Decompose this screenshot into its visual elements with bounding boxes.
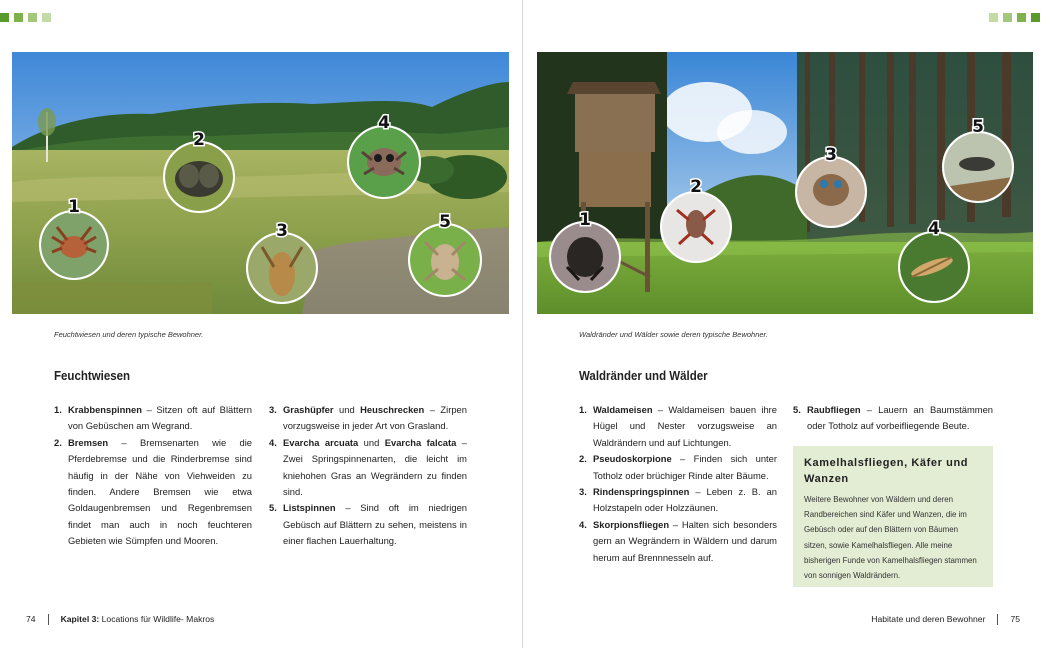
forest-edge-photo <box>537 52 1033 314</box>
footer-separator <box>48 614 49 625</box>
badge-bark-jumping-spider <box>796 157 866 227</box>
list-item <box>54 402 252 435</box>
list-term: Krabbenspinnen <box>68 404 142 415</box>
square-marker <box>1003 13 1012 22</box>
list-item <box>579 451 777 484</box>
square-marker <box>14 13 23 22</box>
list-term: Waldameisen <box>593 404 653 415</box>
list-term: Evarcha falcata <box>384 436 457 448</box>
list-term: Raubfliegen <box>807 404 861 415</box>
photo-caption: Feuchtwiesen und deren typische Bewohner. <box>54 330 204 339</box>
list-number: 3. <box>579 486 587 498</box>
corner-squares-left <box>0 13 51 22</box>
page-footer-right <box>871 614 1020 625</box>
badge-horsefly <box>164 142 234 212</box>
chapter-label: Kapitel 3: <box>60 614 100 624</box>
badge-crab-spider <box>40 211 108 279</box>
list-text: – Waldameisen bauen ihre Hügel und Nester vorzugsweise an Waldrändern und auf Lichtungen. <box>593 404 777 448</box>
list-number: 4. <box>579 518 587 530</box>
page-number: 74 <box>26 614 36 624</box>
square-marker <box>0 13 9 22</box>
badge-number: 5 <box>972 117 984 137</box>
info-box <box>793 446 993 587</box>
meadow-photo <box>12 52 509 314</box>
list-item <box>269 402 467 435</box>
badge-number: 1 <box>68 197 80 217</box>
badge-number: 3 <box>276 221 288 241</box>
square-marker <box>1017 13 1026 22</box>
square-marker <box>1031 13 1040 22</box>
text-column-1 <box>54 402 252 550</box>
badge-grasshopper <box>247 233 317 303</box>
text-column-2 <box>269 402 467 550</box>
badge-scorpionfly <box>899 232 969 302</box>
list-item <box>54 435 252 550</box>
badge-nursery-web-spider <box>409 224 481 296</box>
list-item <box>579 402 777 451</box>
square-marker <box>28 13 37 22</box>
list-number: 2. <box>54 436 62 448</box>
badge-robber-fly <box>943 132 1013 202</box>
list-number: 1. <box>54 404 62 415</box>
badge-pseudoscorpion <box>661 192 731 262</box>
list-text: – Finden sich unter Totholz oder brüchiger Rinde alter Bäume. <box>593 453 777 481</box>
info-box-title: Kamelhalsfliegen, Käfer und Wanzen <box>804 457 969 485</box>
badge-jumping-spider <box>348 126 420 198</box>
page-footer-left <box>26 614 214 625</box>
square-marker <box>989 13 998 22</box>
list-term: Evarcha arcuata <box>283 436 359 448</box>
list-text: – Zwei Springspinnenarten, die leicht im kniehohen Gras an Wegrändern zu finden sind. <box>283 436 467 498</box>
photo-caption: Waldränder und Wälder sowie deren typische Bewohner. <box>579 330 768 339</box>
list-item <box>579 517 777 566</box>
list-term: Grashüpfer <box>283 404 334 415</box>
badge-number: 1 <box>579 210 591 230</box>
square-marker <box>42 13 51 22</box>
list-term: Rindenspringspinnen <box>593 486 690 498</box>
list-text: und <box>333 404 361 415</box>
list-text: – Sitzen oft auf Blättern von Gebüschen am Wegrand. <box>68 404 252 432</box>
list-term: Bremsen <box>68 436 109 448</box>
list-term: Pseudoskorpione <box>593 453 672 465</box>
section-title: Feuchtwiesen <box>54 369 131 383</box>
text-column-2 <box>793 402 993 435</box>
badge-number: 5 <box>439 212 451 232</box>
list-item <box>269 500 467 549</box>
footer-separator <box>997 614 998 625</box>
text-column-1 <box>579 402 777 566</box>
badge-number: 3 <box>825 145 837 165</box>
list-item <box>579 484 777 517</box>
list-text: – Leben z. B. an Holzstapeln oder Holzzäunen. <box>593 486 777 514</box>
badge-number: 2 <box>193 130 205 150</box>
list-item <box>269 435 467 501</box>
list-term: Listspinnen <box>283 502 336 514</box>
right-page <box>523 0 1046 648</box>
list-text: – Lauern an Baumstämmen oder Totholz auf vorbeifliegende Beute. <box>807 404 993 432</box>
list-item <box>793 402 993 435</box>
running-title: Habitate und deren Bewohner <box>871 614 986 624</box>
page-number: 75 <box>1010 614 1020 624</box>
badge-wood-ant <box>550 222 620 292</box>
list-number: 3. <box>269 404 277 415</box>
list-number: 1. <box>579 404 587 415</box>
list-number: 2. <box>579 453 587 465</box>
list-text: – Halten sich besonders gern an Wegrändern in Wäldern und darum herum auf Brennnesseln auf. <box>593 518 777 563</box>
chapter-title: Locations für Wildlife- Makros <box>99 614 215 624</box>
list-number: 5. <box>793 404 801 415</box>
corner-squares-right <box>989 13 1040 22</box>
list-text: und <box>358 436 385 448</box>
badge-number: 4 <box>378 113 390 133</box>
info-box-text: Weitere Bewohner von Wäldern und deren Randbereichen sind Käfer und Wanzen, die im Gebüsch oder auf den Blättern von Bäumen sitzen, sowie Kamelhalsfliegen. Alle meine bisherigen Funde von Kamelhalsfliegen stammen von sonnigen Waldrändern. <box>804 495 977 581</box>
list-number: 5. <box>269 502 277 514</box>
list-term: Heuschrecken <box>360 404 425 415</box>
badge-number: 2 <box>690 177 702 197</box>
section-title: Waldränder und Wälder <box>579 369 708 383</box>
list-term: Skorpionsfliegen <box>593 518 670 530</box>
list-text: – Bremsenarten wie die Pferdebremse und die Rinderbremse sind häufig in der Nähe von Viehweiden zu finden. Andere Bremsen wie etwa Goldaugenbremsen und Regenbremsen findet man auch in noch feuchteren Gebieten wie Sümpfen und Mooren. <box>68 436 252 547</box>
list-text: – Zirpen vorzugsweise in jeder Art von Grasland. <box>283 404 467 432</box>
badge-number: 4 <box>928 219 940 239</box>
list-text: – Sind oft im niedrigen Gebüsch auf Blättern zu sehen, meistens in einer flachen Lauerhaltung. <box>283 502 467 547</box>
list-number: 4. <box>269 436 277 448</box>
